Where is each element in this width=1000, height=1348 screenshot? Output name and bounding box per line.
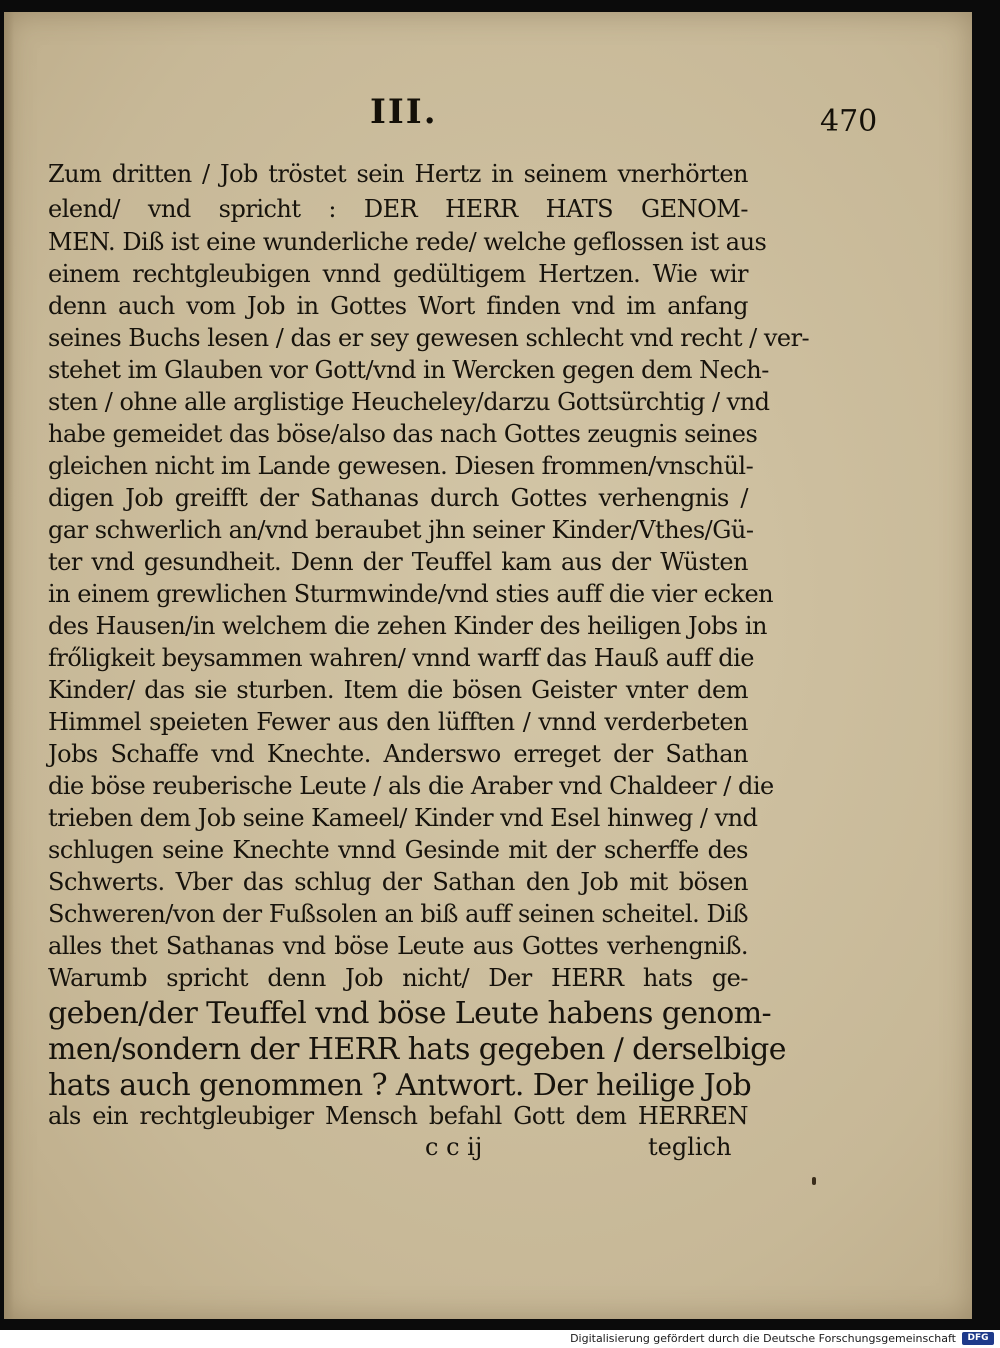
text-line: die böse reuberische Leute / als die Araber vnd Chaldeer / die [48,772,774,800]
text-line: stehet im Glauben vor Gott/vnd in Wercken gegen dem Nech- [48,356,769,384]
text-line: digen Job greifft der Sathanas durch Gottes verhengnis / [48,484,748,512]
text-line: einem rechtgleubigen vnnd gedültigem Hertzen. Wie wir [48,260,748,288]
text-line: alles thet Sathanas vnd böse Leute aus Gottes verhengniß. [48,932,748,960]
text-line: denn auch vom Job in Gottes Wort finden vnd im anfang [48,292,748,320]
text-line: ter vnd gesundheit. Denn der Teuffel kam aus der Wüsten [48,548,748,576]
text-line: trieben dem Job seine Kameel/ Kinder vnd Esel hinweg / vnd [48,804,758,832]
text-line: geben/der Teuffel vnd böse Leute habens genom- [48,996,772,1031]
text-line: Zum dritten / Job tröstet sein Hertz in seinem vnerhörten [48,160,748,188]
text-line: Himmel speieten Fewer aus den lüfften / vnnd verderbeten [48,708,748,736]
dfg-logo-text: DFG [967,1333,989,1343]
text-line: Schweren/von der Fußsolen an biß auff seinen scheitel. Diß [48,900,748,928]
text-line: men/sondern der HERR hats gegeben / derselbige [48,1032,786,1067]
footer-bar [0,1330,1000,1348]
text-line: hats auch genommen ? Antwort. Der heilige Job [48,1068,752,1103]
catchword: teglich [648,1133,732,1161]
text-line: des Hausen/in welchem die zehen Kinder des heiligen Jobs in [48,612,767,640]
text-line: als ein rechtgleubiger Mensch befahl Gott dem HERREN [48,1102,748,1130]
text-line: Schwerts. Vber das schlug der Sathan den Job mit bösen [48,868,748,896]
text-line: Warumb spricht denn Job nicht/ Der HERR hats ge- [48,964,748,992]
text-line: sten / ohne alle arglistige Heucheley/darzu Gottsürchtig / vnd [48,388,770,416]
ink-speck [812,1177,816,1185]
text-line: Kinder/ das sie sturben. Item die bösen Geister vnter dem [48,676,748,704]
page-edge-shadow [4,12,14,1319]
funding-credit: Digitalisierung gefördert durch die Deutsche Forschungsgemeinschaft [570,1332,956,1345]
text-line: Jobs Schaffe vnd Knechte. Anderswo erreget der Sathan [48,740,748,768]
dfg-logo [962,1332,994,1345]
text-line: schlugen seine Knechte vnnd Gesinde mit der scherffe des [48,836,748,864]
text-line: MEN. Diß ist eine wunderliche rede/ welche geflossen ist aus [48,228,767,256]
text-line: elend/ vnd spricht : DER HERR HATS GENOM- [48,195,748,223]
text-line: gleichen nicht im Lande gewesen. Diesen frommen/vnschül- [48,452,754,480]
text-line: gar schwerlich an/vnd beraubet jhn seiner Kinder/Vthes/Gü- [48,516,754,544]
section-number: III. [370,92,438,132]
text-line: habe gemeidet das böse/also das nach Gottes zeugnis seines [48,420,758,448]
text-line: frőligkeit beysammen wahren/ vnnd warff das Hauß auff die [48,644,754,672]
text-line: in einem grewlichen Sturmwinde/vnd sties auff die vier ecken [48,580,774,608]
signature-mark: c c ij [425,1133,483,1161]
folio-number: 470 [820,104,878,139]
text-line: seines Buchs lesen / das er sey gewesen schlecht vnd recht / ver- [48,324,810,352]
